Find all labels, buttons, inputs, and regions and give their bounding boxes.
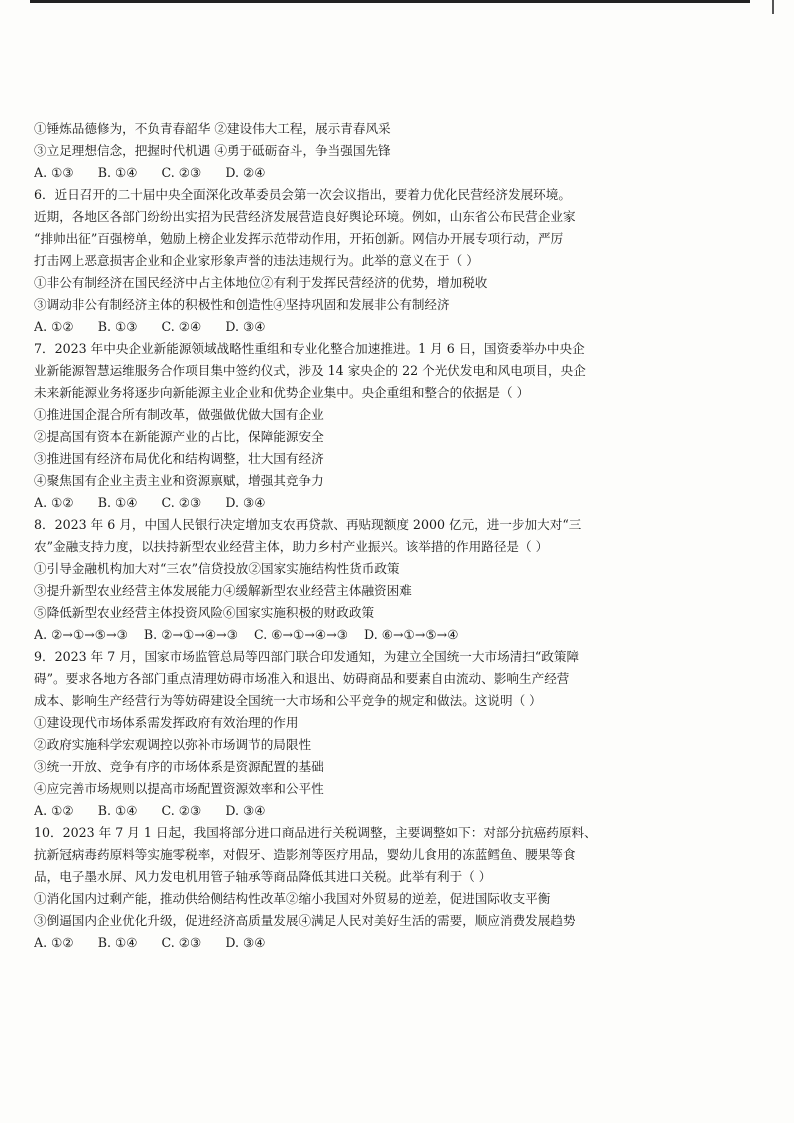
q9-item-line: ②政府实施科学宏观调控以弥补市场调节的局限性: [34, 737, 312, 752]
q6-stem-line: 打击网上恶意损害企业和企业家形象声誉的违法违规行为。此举的意义在于（ ）: [34, 253, 479, 268]
q7-stem-line: 未来新能源业务将逐步向新能源主业企业和优势企业集中。央企重组和整合的依据是（ ）: [34, 385, 530, 400]
question-10: [34, 822, 756, 954]
q7-stem-line: 业新能源智慧运维服务合作项目集中签约仪式，涉及 14 家央企的 22 个光伏发电和风电项目，央企: [34, 363, 586, 378]
q6-stem-line: 近期，各地区各部门纷纷出实招为民营经济发展营造良好舆论环境。例如，山东省公布民营企业家: [34, 209, 576, 224]
q9-options: A. ①② B. ①④ C. ②③ D. ③④: [34, 803, 266, 818]
q7-item-line: ①推进国企混合所有制改革，做强做优做大国有企业: [34, 407, 324, 422]
scan-edge-right: [772, 0, 774, 14]
q9-stem-line: 9．2023 年 7 月，国家市场监管总局等四部门联合印发通知，为建立全国统一大市场清扫“政策障: [34, 649, 580, 664]
q10-item-line: ③倒逼国内企业优化升级，促进经济高质量发展④满足人民对美好生活的需要，顺应消费发展趋势: [34, 913, 576, 928]
q8-item-line: ①引导金融机构加大对“三农”信贷投放②国家实施结构性货币政策: [34, 561, 400, 576]
q7-options: A. ①② B. ①④ C. ②③ D. ③④: [34, 495, 266, 510]
q10-stem-line: 10．2023 年 7 月 1 日起，我国将部分进口商品进行关税调整，主要调整如下：对部分抗癌药原料、: [34, 825, 597, 840]
q10-item-line: ①消化国内过剩产能，推动供给侧结构性改革②缩小我国对外贸易的逆差，促进国际收支平衡: [34, 891, 551, 906]
q7-item-line: ②提高国有资本在新能源产业的占比，保障能源安全: [34, 429, 324, 444]
q8-stem-line: 农”金融支持力度，以扶持新型农业经营主体，助力乡村产业振兴。该举措的作用路径是（ ）: [34, 539, 549, 554]
q8-stem-line: 8．2023 年 6 月，中国人民银行决定增加支农再贷款、再贴现额度 2000 亿元，进一步加大对“三: [34, 517, 582, 532]
q10-options: A. ①② B. ①④ C. ②③ D. ③④: [34, 935, 266, 950]
q5-item-line: ①锤炼品德修为，不负青春韶华 ②建设伟大工程，展示青春风采: [34, 121, 391, 136]
q9-stem-line: 碍”。要求各地方各部门重点清理妨碍市场准入和退出、妨碍商品和要素自由流动、影响生产经营: [34, 671, 570, 686]
q9-item-line: ③统一开放、竞争有序的市场体系是资源配置的基础: [34, 759, 324, 774]
question-content: [34, 118, 756, 954]
q7-item-line: ③推进国有经济布局优化和结构调整，壮大国有经济: [34, 451, 324, 466]
q9-stem-line: 成本、影响生产经营行为等妨碍建设全国统一大市场和公平竞争的规定和做法。这说明（ ）: [34, 693, 542, 708]
question-8: [34, 514, 756, 646]
q6-item-line: ③调动非公有制经济主体的积极性和创造性④坚持巩固和发展非公有制经济: [34, 297, 450, 312]
q10-stem-line: 抗新冠病毒药原料等实施零税率，对假牙、造影剂等医疗用品，婴幼儿食用的冻蓝鳕鱼、腰果等食: [34, 847, 576, 862]
q5-options: A. ①③ B. ①④ C. ②③ D. ②④: [34, 165, 266, 180]
q6-item-line: ①非公有制经济在国民经济中占主体地位②有利于发挥民营经济的优势，增加税收: [34, 275, 488, 290]
scan-edge-top: [30, 0, 750, 3]
q7-item-line: ④聚焦国有企业主责主业和资源禀赋，增强其竞争力: [34, 473, 324, 488]
q6-stem-line: “排帅出征”百强榜单，勉励上榜企业发挥示范带动作用，开拓创新。网信办开展专项行动，严厉: [34, 231, 564, 246]
q9-item-line: ①建设现代市场体系需发挥政府有效治理的作用: [34, 715, 299, 730]
q9-item-line: ④应完善市场规则以提高市场配置资源效率和公平性: [34, 781, 324, 796]
q8-item-line: ③提升新型农业经营主体发展能力④缓解新型农业经营主体融资困难: [34, 583, 412, 598]
question-5: [34, 118, 756, 184]
q8-options: A. ②→①→⑤→③ B. ②→①→④→③ C. ⑥→①→④→③ D. ⑥→①→⑤→④: [34, 627, 459, 642]
q6-options: A. ①② B. ①③ C. ②④ D. ③④: [34, 319, 266, 334]
question-9: [34, 646, 756, 822]
q5-item-line: ③立足理想信念，把握时代机遇 ④勇于砥砺奋斗，争当强国先锋: [34, 143, 391, 158]
question-6: [34, 184, 756, 338]
q7-stem-line: 7．2023 年中央企业新能源领域战略性重组和专业化整合加速推进。1 月 6 日，国资委举办中央企: [34, 341, 585, 356]
q10-stem-line: 品，电子墨水屏、风力发电机用管子轴承等商品降低其进口关税。此举有利于（ ）: [34, 869, 492, 884]
question-7: [34, 338, 756, 514]
q8-item-line: ⑤降低新型农业经营主体投资风险⑥国家实施积极的财政政策: [34, 605, 375, 620]
q6-stem-line: 6．近日召开的二十届中央全面深化改革委员会第一次会议指出，要着力优化民营经济发展环境。: [34, 187, 571, 202]
